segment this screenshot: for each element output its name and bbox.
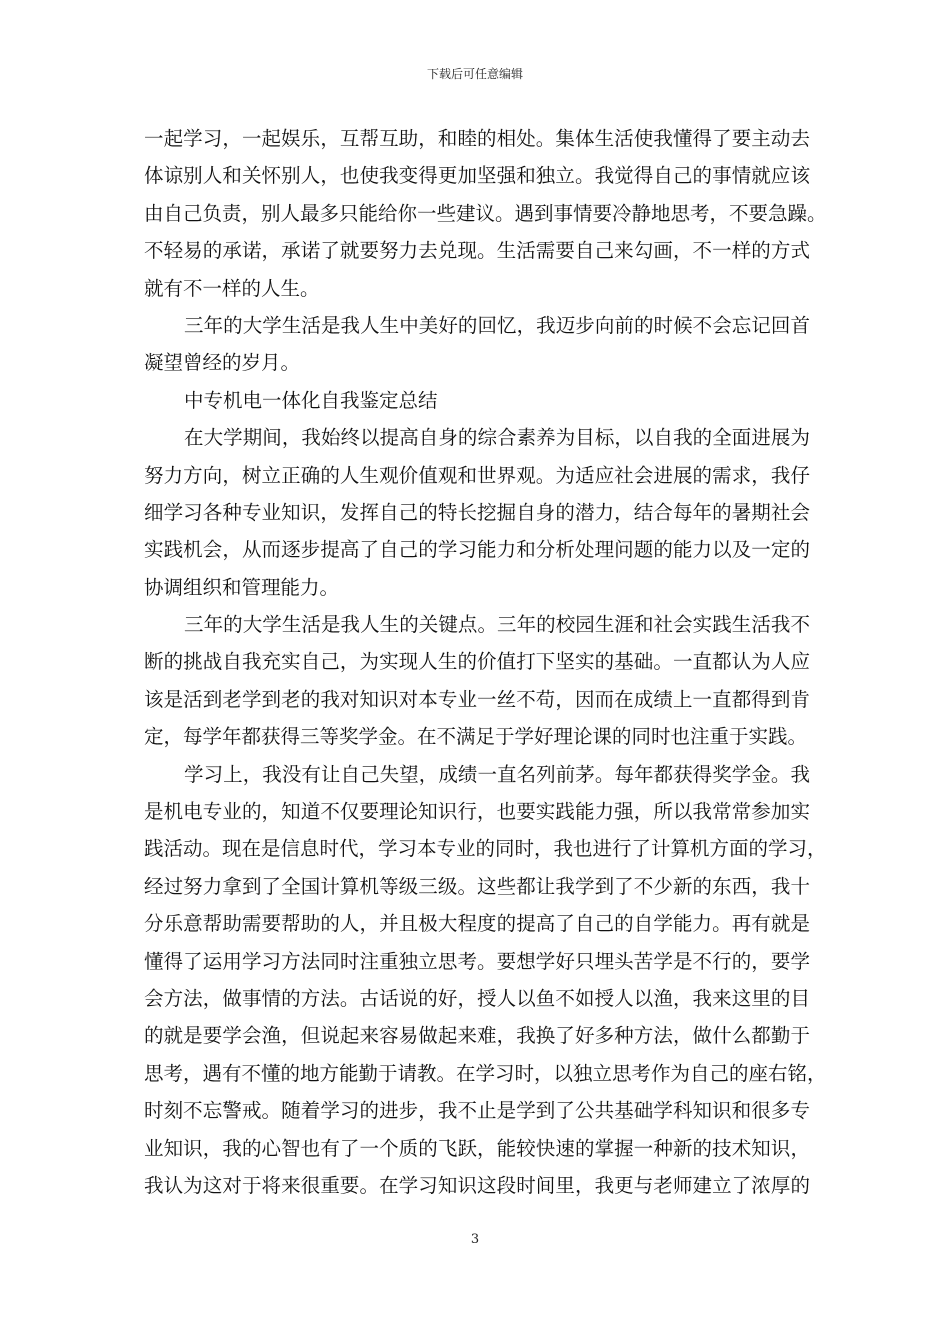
text-line: 凝望曾经的岁月。 bbox=[144, 351, 301, 375]
text-line: 会方法，做事情的方法。古话说的好，授人以鱼不如授人以渔，我来这里的目 bbox=[144, 986, 810, 1010]
paragraph-start-line: 学习上，我没有让自己失望，成绩一直名列前茅。每年都获得奖学金。我 bbox=[184, 762, 810, 786]
text-line: 分乐意帮助需要帮助的人，并且极大程度的提高了自己的自学能力。再有就是 bbox=[144, 912, 810, 936]
paragraph-start-line: 三年的大学生活是我人生的关键点。三年的校园生涯和社会实践生活我不 bbox=[184, 613, 810, 637]
section-heading: 中专机电一体化自我鉴定总结 bbox=[184, 388, 438, 412]
page-number: 3 bbox=[470, 1232, 480, 1247]
text-line: 由自己负责，别人最多只能给你一些建议。遇到事情要冷静地思考，不要急躁。 bbox=[144, 201, 827, 225]
text-line: 不轻易的承诺，承诺了就要努力去兑现。生活需要自己来勾画，不一样的方式 bbox=[144, 239, 810, 263]
text-line: 时刻不忘警戒。随着学习的进步，我不止是学到了公共基础学科知识和很多专 bbox=[144, 1099, 810, 1123]
text-line: 努力方向，树立正确的人生观价值观和世界观。为适应社会进展的需求，我仔 bbox=[144, 463, 810, 487]
text-line: 经过努力拿到了全国计算机等级三级。这些都让我学到了不少新的东西，我十 bbox=[144, 874, 810, 898]
text-line: 业知识，我的心智也有了一个质的飞跃，能较快速的掌握一种新的技术知识， bbox=[144, 1136, 810, 1160]
text-line: 断的挑战自我充实自己，为实现人生的价值打下坚实的基础。一直都认为人应 bbox=[144, 650, 810, 674]
paragraph-start-line: 在大学期间，我始终以提高自身的综合素养为目标，以自我的全面进展为 bbox=[184, 426, 810, 450]
page-header: 下载后可任意编辑 bbox=[426, 67, 523, 81]
text-line: 懂得了运用学习方法同时注重独立思考。要想学好只埋头苦学是不行的，要学 bbox=[144, 949, 810, 973]
text-line: 定，每学年都获得三等奖学金。在不满足于学好理论课的同时也注重于实践。 bbox=[144, 725, 808, 749]
text-line: 就有不一样的人生。 bbox=[144, 276, 320, 300]
text-line: 一起学习，一起娱乐，互帮互助，和睦的相处。集体生活使我懂得了要主动去 bbox=[144, 127, 810, 150]
text-line: 思考，遇有不懂的地方能勤于请教。在学习时，以独立思考作为自己的座右铭， bbox=[144, 1061, 827, 1085]
text-line: 协调组织和管理能力。 bbox=[144, 575, 340, 599]
text-line: 的就是要学会渔，但说起来容易做起来难，我换了好多种方法，做什么都勤于 bbox=[144, 1024, 810, 1048]
text-line: 该是活到老学到老的我对知识对本专业一丝不苟，因而在成绩上一直都得到肯 bbox=[144, 687, 810, 711]
text-line: 细学习各种专业知识，发挥自己的特长挖掘自身的潜力，结合每年的暑期社会 bbox=[144, 500, 810, 524]
text-line: 我认为这对于将来很重要。在学习知识这段时间里，我更与老师建立了浓厚的 bbox=[144, 1173, 810, 1197]
document-body bbox=[144, 120, 827, 1204]
text-line: 是机电专业的，知道不仅要理论知识行，也要实践能力强，所以我常常参加实 bbox=[144, 800, 810, 824]
text-line: 实践机会，从而逐步提高了自己的学习能力和分析处理问题的能力以及一定的 bbox=[144, 538, 810, 562]
paragraph-start-line: 三年的大学生活是我人生中美好的回忆，我迈步向前的时候不会忘记回首 bbox=[184, 313, 810, 337]
text-line: 体谅别人和关怀别人，也使我变得更加坚强和独立。我觉得自己的事情就应该 bbox=[144, 164, 810, 188]
text-line: 践活动。现在是信息时代，学习本专业的同时，我也进行了计算机方面的学习， bbox=[144, 837, 827, 861]
